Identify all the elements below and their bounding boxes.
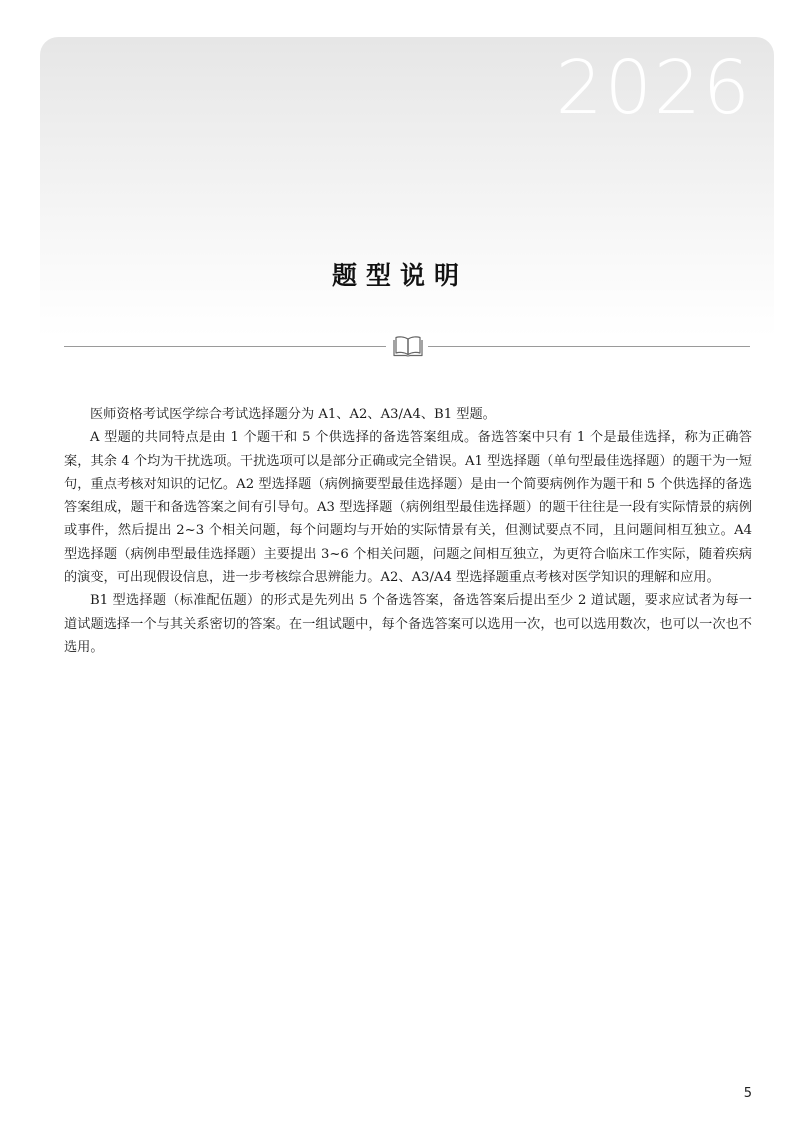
paragraph-a-type: A 型题的共同特点是由 1 个题干和 5 个供选择的备选答案组成。备选答案中只有 1 个是最佳选择，称为正确答案，其余 4 个均为干扰选项。干扰选项可以是部分正确或完全错误。A1 型选择题（单句型最佳选择题）的题干为一短句，重点考核对知识的记忆。A2 型选择题（病例摘要型最佳选择题）是由一个简要病例作为题干和 5 个供选择的备选答案组成，题干和备选答案之间有引导句。A3 型选择题（病例组型最佳选择题）的题干往往是一段有实际情景的病例或事件，然后提出 2~3 个相关问题，每个问题均与开始的实际情景有关，但测试要点不同，且问题间相互独立。A4 型选择题（病例串型最佳选择题）主要提出 3~6 个相关问题，问题之间相互独立，为更符合临床工作实际，随着疾病的演变，可出现假设信息，进一步考核综合思辨能力。A2、A3/A4 型选择题重点考核对医学知识的理解和应用。 — [64, 430, 752, 586]
body-text — [64, 403, 752, 659]
page-number: 5 — [743, 1086, 752, 1101]
paragraph-intro: 医师资格考试医学综合考试选择题分为 A1、A2、A3/A4、B1 型题。 — [90, 407, 496, 422]
year-watermark: 2026 — [555, 45, 752, 131]
paragraph-b1-type: B1 型选择题（标准配伍题）的形式是先列出 5 个备选答案，备选答案后提出至少 2 道试题，要求应试者为每一道试题选择一个与其关系密切的答案。在一组试题中，每个备选答案可以选用一次，也可以选用数次，也可以一次也不选用。 — [64, 593, 752, 655]
divider-line-right — [428, 346, 750, 347]
page-title: 题型说明 — [331, 261, 468, 290]
header-panel — [40, 37, 774, 337]
open-book-icon — [393, 335, 423, 357]
divider-line-left — [64, 346, 386, 347]
